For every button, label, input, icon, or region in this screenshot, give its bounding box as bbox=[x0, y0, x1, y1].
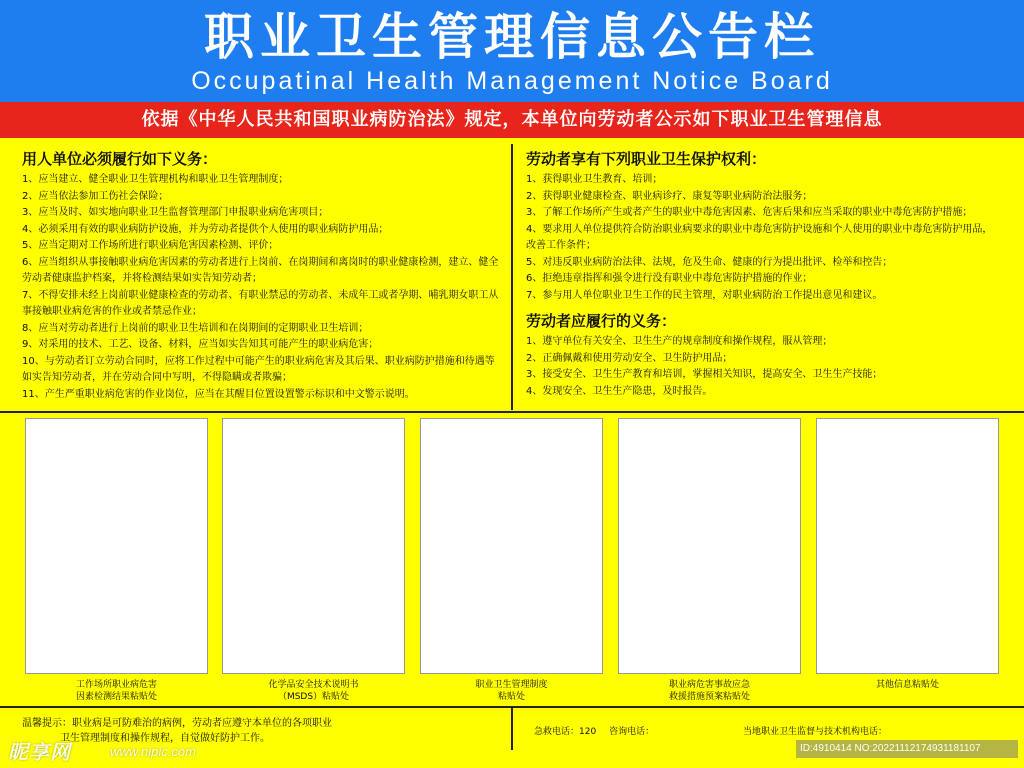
emergency-phone: 急救电话：120 bbox=[534, 727, 597, 737]
list-item: 1、应当建立、健全职业卫生管理机构和职业卫生管理制度； bbox=[22, 174, 289, 185]
section-title: 用人单位必须履行如下义务： bbox=[22, 150, 218, 168]
list-item: 5、应当定期对工作场所进行职业病危害因素检测、评价； bbox=[22, 240, 279, 251]
posting-box-label-line: 职业卫生管理制度 bbox=[475, 680, 548, 690]
list-item: 2、应当依法参加工伤社会保险； bbox=[22, 190, 169, 202]
list-item: 1、获得职业卫生教育、培训； bbox=[526, 174, 663, 185]
header-banner bbox=[0, 0, 1024, 102]
posting-box-emergency-plan bbox=[618, 418, 801, 674]
page-title-english: Occupatinal Health Management Notice Board bbox=[191, 67, 833, 95]
warm-tip bbox=[22, 716, 402, 746]
employer-duties-list bbox=[22, 172, 504, 403]
list-item: 11、产生严重职业病危害的作业岗位，应当在其醒目位置设置警示标识和中文警示说明。 bbox=[22, 388, 415, 400]
posting-box-monitoring-results bbox=[25, 418, 208, 674]
watermark-url: www.nipic.com bbox=[110, 744, 196, 759]
posting-box-label-line: 其他信息粘贴处 bbox=[875, 680, 939, 690]
authority-phone: 当地职业卫生监督与技术机构电话： bbox=[742, 727, 887, 737]
worker-rights-list bbox=[526, 172, 1002, 304]
list-item: 7、参与用人单位职业卫生工作的民主管理，对职业病防治工作提出意见和建议。 bbox=[526, 289, 883, 301]
legal-basis-text: 依据《中华人民共和国职业病防治法》规定，本单位向劳动者公示如下职业卫生管理信息 bbox=[141, 109, 883, 130]
list-item: 3、接受安全、卫生生产教育和培训，掌握相关知识，提高安全、卫生生产技能； bbox=[526, 369, 883, 380]
list-item: 3、了解工作场所产生或者产生的职业中毒危害因素、危害后果和应当采取的职业中毒危害防护措施； bbox=[526, 207, 973, 218]
posting-box-label-line: 工作场所职业病危害 bbox=[75, 680, 157, 690]
list-item: 10、与劳动者订立劳动合同时，应将工作过程中可能产生的职业病危害及其后果、职业病防护措施和待遇等如实告知劳动者，并在劳动合同中写明，不得隐瞒或者欺骗； bbox=[22, 355, 495, 383]
posting-box-label-line: 职业病危害事故应急 bbox=[668, 680, 750, 690]
worker-duties-list bbox=[526, 334, 1002, 400]
section-title: 劳动者享有下列职业卫生保护权利： bbox=[526, 150, 767, 168]
posting-box-label-line: 化学品安全技术说明书 bbox=[268, 680, 359, 690]
list-item: 3、应当及时、如实地向职业卫生监督管理部门申报职业病危害项目； bbox=[22, 207, 329, 218]
consult-phone: 咨询电话： bbox=[609, 727, 655, 737]
page-title: 职业卫生管理信息公告栏 bbox=[204, 8, 820, 66]
list-item: 8、应当对劳动者进行上岗前的职业卫生培训和在岗期间的定期职业卫生培训； bbox=[22, 322, 369, 334]
posting-box-label-line: 因素检测结果粘贴处 bbox=[75, 692, 157, 702]
list-item: 2、获得职业健康检查、职业病诊疗、康复等职业病防治法服务； bbox=[526, 190, 813, 202]
posting-box-label bbox=[420, 679, 603, 703]
list-item: 6、应当组织从事接触职业病危害因素的劳动者进行上岗前、在岗期间和离岗时的职业健康检测，建立、健全劳动者健康监护档案，并将检测结果如实告知劳动者； bbox=[22, 256, 499, 284]
list-item: 5、对违反职业病防治法律、法规，危及生命、健康的行为提出批评、检举和控告； bbox=[526, 256, 893, 268]
list-item: 7、不得安排未经上岗前职业健康检查的劳动者、有职业禁忌的劳动者、未成年工或者孕期、哺乳期女职工从事接触职业病危害的作业或者禁忌作业； bbox=[22, 289, 499, 317]
watermark-logo: 昵享网 bbox=[8, 740, 71, 764]
list-item: 4、必须采用有效的职业病防护设施，并为劳动者提供个人使用的职业病防护用品； bbox=[22, 223, 389, 235]
list-item: 9、对采用的技术、工艺、设备、材料，应当如实告知其可能产生的职业病危害； bbox=[22, 339, 379, 350]
warm-tip-line: 温馨提示：职业病是可防难治的病例，劳动者应遵守本单位的各项职业 bbox=[22, 718, 332, 729]
divider-horizontal-middle bbox=[0, 411, 1024, 413]
legal-basis-bar bbox=[0, 102, 1024, 138]
divider-vertical-bottom bbox=[511, 708, 513, 750]
posting-box-msds bbox=[222, 418, 405, 674]
posting-box-label bbox=[816, 679, 999, 691]
list-item: 1、遵守单位有关安全、卫生生产的规章制度和操作规程，服从管理； bbox=[526, 336, 833, 347]
divider-vertical-top bbox=[511, 144, 513, 410]
list-item: 4、要求用人单位提供符合防治职业病要求的职业中毒危害防护设施和个人使用的职业中毒危害防护用品，改善工作条件； bbox=[526, 223, 993, 251]
posting-box-label-line: 粘贴处 bbox=[497, 692, 525, 702]
posting-box-management-rules bbox=[420, 418, 603, 674]
list-item: 6、拒绝违章指挥和强令进行没有职业中毒危害防护措施的作业； bbox=[526, 273, 813, 284]
posting-box-label-line: （MSDS）粘贴处 bbox=[277, 692, 350, 702]
watermark-id: ID:4910414 NO:20221112174931181107 bbox=[796, 740, 1018, 758]
posting-box-other-info bbox=[816, 418, 999, 674]
posting-box-label bbox=[222, 679, 405, 703]
warm-tip-line: 卫生管理制度和操作规程，自觉做好防护工作。 bbox=[60, 733, 270, 744]
posting-box-label bbox=[618, 679, 801, 703]
employer-duties-section bbox=[22, 148, 504, 403]
contact-info bbox=[534, 725, 1004, 739]
section-title: 劳动者应履行的义务： bbox=[526, 312, 677, 330]
posting-box-label bbox=[25, 679, 208, 703]
list-item: 4、发现安全、卫生生产隐患，及时报告。 bbox=[526, 385, 713, 397]
list-item: 2、正确佩戴和使用劳动安全、卫生防护用品； bbox=[526, 352, 733, 364]
worker-section bbox=[526, 148, 1002, 400]
posting-box-label-line: 救援措施预案粘贴处 bbox=[668, 692, 750, 702]
